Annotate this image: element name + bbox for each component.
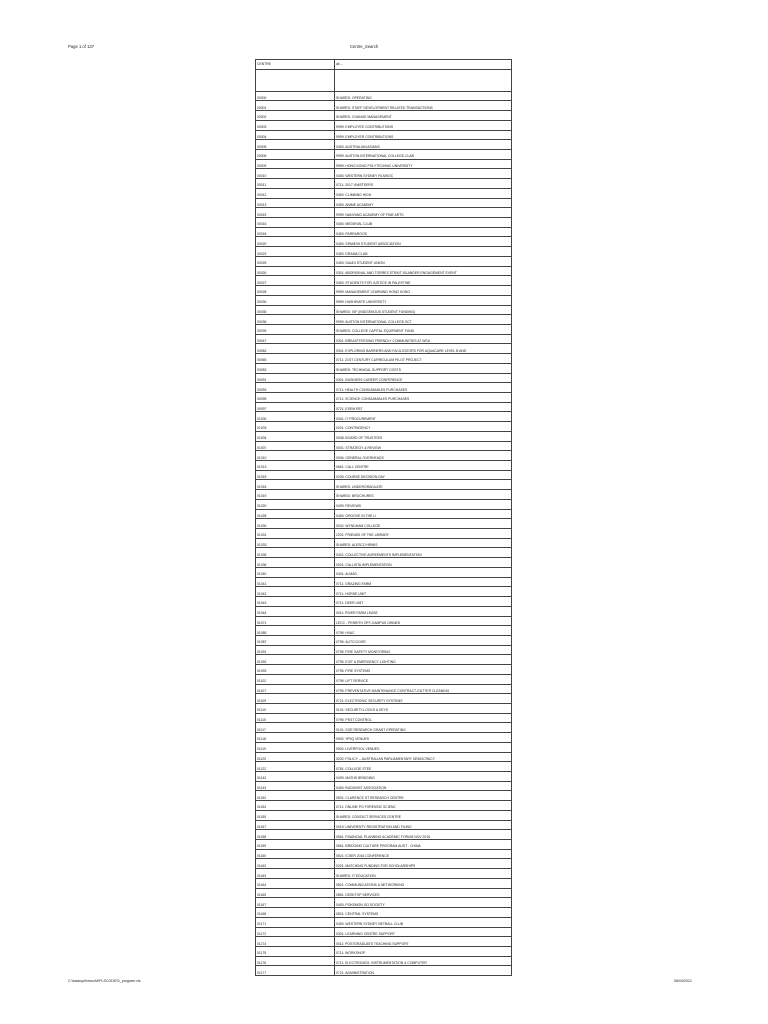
centre-code-cell: 00004 [256, 130, 335, 140]
centre-description-cell: 0201: MATCHING FUNDING FOR SCHOLARSHIPS [335, 859, 512, 869]
centre-description-cell: 9999: AUSTON INTERNATIONAL COLLEGE-CLAB [335, 150, 512, 160]
centre-code-cell: 01163 [256, 869, 335, 879]
table-row [256, 208, 512, 218]
table-row [256, 490, 512, 500]
centre-description-cell: 0781: COLLEGE STEE [335, 762, 512, 772]
table-row [256, 499, 512, 509]
table-row [256, 694, 512, 704]
centre-code-cell: 01177 [256, 966, 335, 976]
table-row [256, 597, 512, 607]
centre-code-cell: 01033 [256, 538, 335, 548]
table-row [256, 188, 512, 198]
centre-description-cell: 0019: UNIVERSITY REGISTRATION AND FILING [335, 820, 512, 830]
centre-description-cell: 0421: COLLECTIVE AGREEMENTS IMPLEMENTATION [335, 548, 512, 558]
table-row [256, 635, 512, 645]
table-row [256, 587, 512, 597]
centre-code-cell: 01028 [256, 509, 335, 519]
centre-code-cell: 01122 [256, 762, 335, 772]
table-row [256, 354, 512, 364]
table-header-row [256, 60, 512, 70]
centre-description-cell: 0721: ESEM EBT [335, 402, 512, 412]
column-header-centre: CENTRE [256, 60, 335, 70]
centre-description-cell: 0401: ALMAD [335, 567, 512, 577]
table-row [256, 713, 512, 723]
sheet-title: Centre_Search [350, 44, 379, 49]
centre-description-cell: 0453: CLIMBING HIGH [335, 188, 512, 198]
table-row [256, 878, 512, 888]
centre-code-cell: 00002 [256, 111, 335, 121]
table-row [256, 801, 512, 811]
centre-code-cell: 01087 [256, 635, 335, 645]
centre-code-cell: 00005 [256, 140, 335, 150]
table-row [256, 169, 512, 179]
centre-description-cell: 0711: WORKSHOP [335, 946, 512, 956]
centre-description-cell: 9999: AUSTON INTERNATIONAL COLLEGE-SCT [335, 315, 512, 325]
centre-code-cell: 00026 [256, 266, 335, 276]
centre-description-cell: 0795: PREVENTATIVE MAINTENANCE CONTRACT-GUTTER CLEANING [335, 684, 512, 694]
table-row [256, 276, 512, 286]
centre-description-cell: 0301: EXPLORING BARRIERS AND FACILITATORS FOR AQUACARE LEVEL B AND [335, 344, 512, 354]
centre-code-cell: 00091 [256, 373, 335, 383]
centre-description-cell: 0795: FIRE SAFETY MONITORING [335, 645, 512, 655]
centre-description-cell: 0453: MEDIEVAL CLUB [335, 218, 512, 228]
table-row [256, 917, 512, 927]
centre-description-cell: 0795: PEST CONTROL [335, 713, 512, 723]
table-row [256, 529, 512, 539]
centre-description-cell: 0011: RIVER FARM LEASE [335, 606, 512, 616]
table-row [256, 295, 512, 305]
centre-code-cell: 01162 [256, 859, 335, 869]
centre-code-cell: 00023 [256, 247, 335, 257]
centre-code-cell: 01176 [256, 956, 335, 966]
centre-description-cell: 0795: HVAC [335, 626, 512, 636]
centre-code-cell: 01107 [256, 684, 335, 694]
centre-description-cell: 0453: WESTERN SYDNEY NETBALL CLUB [335, 917, 512, 927]
centre-code-cell: 01117 [256, 723, 335, 733]
table-row [256, 869, 512, 879]
centre-code-cell: 01031 [256, 529, 335, 539]
table-row [256, 733, 512, 743]
centre-code-cell: 00009 [256, 159, 335, 169]
table-row [256, 470, 512, 480]
table-row [256, 422, 512, 432]
centre-code-cell: 01036 [256, 558, 335, 568]
centre-description-cell: 0205: COURSE DECISION DAY [335, 470, 512, 480]
centre-code-cell: 01013 [256, 461, 335, 471]
centre-code-cell: 01154 [256, 801, 335, 811]
centre-code-cell: 01007 [256, 441, 335, 451]
centre-description-cell: SHARED: UNDERGRADUATE [335, 480, 512, 490]
centre-code-cell: 01003 [256, 422, 335, 432]
centre-description-cell: 0561: BRIDGING CULTURE PROGRAM AUST - CHINA [335, 840, 512, 850]
table-row [256, 674, 512, 684]
centre-code-cell: 00039 [256, 324, 335, 334]
centre-description-cell: 0453: SPANISH STUDENT ASSOCIATION [335, 237, 512, 247]
table-row [256, 810, 512, 820]
table-row [256, 606, 512, 616]
centre-description-cell: 0795: LIFT SERVICE [335, 674, 512, 684]
centre-code-cell: 01159 [256, 840, 335, 850]
centre-code-cell: 01035 [256, 548, 335, 558]
centre-code-cell: 01174 [256, 937, 335, 947]
centre-description-cell: 0011: POSTGRADUATE TEACHING SUPPORT [335, 937, 512, 947]
centre-code-cell: 01143 [256, 781, 335, 791]
table-row [256, 946, 512, 956]
column-header-all: all -- [335, 60, 512, 70]
table-row [256, 567, 512, 577]
table-row [256, 159, 512, 169]
page-number: Page 1 of 137 [68, 44, 95, 49]
spacer-cell [256, 69, 335, 91]
table-row [256, 762, 512, 772]
centre-code-cell: 00095 [256, 392, 335, 402]
centre-description-cell: 0453: WESTERN SYDNEY FILMSOC [335, 169, 512, 179]
table-row [256, 927, 512, 937]
centre-description-cell: 0301: BUSINESS CAREER CONFERENCE [335, 373, 512, 383]
table-row [256, 130, 512, 140]
centre-code-cell: 01093 [256, 665, 335, 675]
table-row [256, 665, 512, 675]
centre-code-cell: 00012 [256, 188, 335, 198]
table-row [256, 441, 512, 451]
centre-code-cell: 01160 [256, 849, 335, 859]
centre-description-cell: SHARED: ALESCO HRMIS [335, 538, 512, 548]
centre-description-cell: 0202: POLICY -- AUSTRALIAN PARLIAMENTARY DEMOCRACY [335, 752, 512, 762]
centre-code-cell: 01119 [256, 742, 335, 752]
table-row [256, 111, 512, 121]
table-row [256, 752, 512, 762]
table-row [256, 742, 512, 752]
table-row [256, 363, 512, 373]
centre-description-cell: 0301: ABORIGINAL AND TORRES STRAIT ISLANDER ENGAGEMENT EVENT [335, 266, 512, 276]
centre-description-cell: 2201: FRIENDS OF THE LIBRARY [335, 529, 512, 539]
centre-description-cell: 0006: GENERAL OVERHEADS [335, 451, 512, 461]
table-row [256, 577, 512, 587]
centre-description-cell: 9999: EMPLOYEE CONTRIBUTIONS [335, 120, 512, 130]
table-row [256, 412, 512, 422]
table-row [256, 344, 512, 354]
table-row [256, 548, 512, 558]
table-row [256, 849, 512, 859]
centre-description-cell: 0453: STUDENTS FOR JUSTICE IN PALESTINE [335, 276, 512, 286]
centre-description-cell: 0851: DESKTOP SERVICES [335, 888, 512, 898]
centre-description-cell: 0821: COMMUNICATIONS & NETWORKING [335, 878, 512, 888]
table-row [256, 616, 512, 626]
centre-code-cell: 00028 [256, 286, 335, 296]
centre-description-cell: SHARED: COLLEGE CAPITAL EQUIPMENT FUND [335, 324, 512, 334]
table-row [256, 655, 512, 665]
centre-description-cell: 0453: BUDDHIST ASSOCIATION [335, 781, 512, 791]
centre-code-cell: 00093 [256, 383, 335, 393]
table-row [256, 305, 512, 315]
centre-code-cell: 01115 [256, 713, 335, 723]
centre-description-cell: 0711: ELECTRONICS: INSTRUMENTATION & COMPUTER [335, 956, 512, 966]
centre-code-cell: 01010 [256, 451, 335, 461]
centre-code-cell: 00047 [256, 334, 335, 344]
centre-code-cell: 00062 [256, 344, 335, 354]
centre-code-cell: 01043 [256, 597, 335, 607]
centre-code-cell: 01004 [256, 431, 335, 441]
centre-description-cell: 0661: CALL CENTRE [335, 461, 512, 471]
centre-code-cell: 01158 [256, 830, 335, 840]
centre-code-cell: 01019 [256, 490, 335, 500]
spacer-cell [335, 69, 512, 91]
centre-description-cell: 9999: MANAGEMENT LEARNING HONG KONG [335, 286, 512, 296]
centre-code-cell: 00001 [256, 101, 335, 111]
centre-description-cell: 9999: EMPLOYER CONTRIBUTIONS [335, 130, 512, 140]
table-row [256, 703, 512, 713]
centre-description-cell: 0453: SAUDI STUDENT UNION [335, 256, 512, 266]
centre-code-cell: 00016 [256, 218, 335, 228]
centre-description-cell: 0453: POKEMON GO SOCIETY [335, 898, 512, 908]
table-row [256, 324, 512, 334]
centre-description-cell: 9999: HONG KONG POLYTECHNIC UNIVERSITY [335, 159, 512, 169]
centre-code-cell: 01020 [256, 499, 335, 509]
centre-description-cell: 0453: AUSTRALIAN ASIANS [335, 140, 512, 150]
centre-code-cell: 00083 [256, 363, 335, 373]
centre-code-cell: 01102 [256, 674, 335, 684]
centre-description-cell: SHARED: OPERATING [335, 91, 512, 101]
table-row [256, 937, 512, 947]
centre-code-cell: 01040 [256, 567, 335, 577]
centre-description-cell: 0042: WYNDHAM COLLEGE [335, 519, 512, 529]
centre-description-cell: 0795: AUTO DOOR [335, 635, 512, 645]
table-row [256, 723, 512, 733]
centre-description-cell: 0301: BREASTFEEDING FRIENDLY COMMUNITIES AT WSU [335, 334, 512, 344]
table-row [256, 237, 512, 247]
centre-code-cell: 00030 [256, 295, 335, 305]
table-row [256, 179, 512, 189]
table-row [256, 772, 512, 782]
file-path: C:\backup\fresnoM\PLSCODES\_program.xls [68, 979, 141, 983]
table-row [256, 373, 512, 383]
centre-description-cell: SHARED: IT EDUCATION [335, 869, 512, 879]
table-row [256, 120, 512, 130]
centre-description-cell: 0711: DEER UNIT [335, 597, 512, 607]
centre-description-cell: 0453: DRAMA CLUB [335, 247, 512, 257]
centre-table [255, 59, 512, 976]
centre-description-cell: 0453: ANIME ACADEMY [335, 198, 512, 208]
centre-code-cell: 01030 [256, 519, 335, 529]
centre-code-cell: 01164 [256, 878, 335, 888]
centre-code-cell: 01157 [256, 820, 335, 830]
table-row [256, 402, 512, 412]
centre-code-cell: 01091 [256, 645, 335, 655]
print-date: 06/04/2021 [674, 979, 692, 983]
centre-code-cell: 00015 [256, 208, 335, 218]
table-row [256, 140, 512, 150]
table-row [256, 908, 512, 918]
centre-code-cell: 00065 [256, 354, 335, 364]
centre-code-cell: 00010 [256, 169, 335, 179]
centre-description-cell: 0711: GRAZING FARM [335, 577, 512, 587]
table-row [256, 626, 512, 636]
centre-description-cell: 0721: ELECTRONIC SECURITY SYSTEMS [335, 694, 512, 704]
centre-description-cell: 0409: MATHS BRIDGING [335, 772, 512, 782]
table-row [256, 538, 512, 548]
table-row [256, 461, 512, 471]
centre-description-cell: 0453: PARRAROOS [335, 227, 512, 237]
centre-description-cell: SHARED: CHANGE MANAGEMENT [335, 111, 512, 121]
centre-code-cell: 01044 [256, 606, 335, 616]
table-row [256, 334, 512, 344]
centre-code-cell: 00006 [256, 150, 335, 160]
centre-description-cell: SHARED: ISF (INDIGENOUS STUDENT FUNDING) [335, 305, 512, 315]
table-row [256, 859, 512, 869]
centre-description-cell: 0101: SOE RESEARCH GRANT OPERATING [335, 723, 512, 733]
centre-code-cell: 01110 [256, 703, 335, 713]
centre-code-cell: 01175 [256, 946, 335, 956]
centre-code-cell: 01071 [256, 616, 335, 626]
centre-code-cell: 01120 [256, 752, 335, 762]
centre-code-cell: 00036 [256, 315, 335, 325]
table-row [256, 519, 512, 529]
centre-code-cell: 00035 [256, 305, 335, 315]
table-row [256, 451, 512, 461]
centre-code-cell: 01109 [256, 694, 335, 704]
centre-code-cell: 00020 [256, 237, 335, 247]
centre-code-cell: 00003 [256, 120, 335, 130]
centre-description-cell: 0501: CLARENCE ST RESEARCH CENTRE [335, 791, 512, 801]
centre-code-cell: 00097 [256, 402, 335, 412]
table-row [256, 431, 512, 441]
centre-code-cell: 00000 [256, 91, 335, 101]
table-spacer-row [256, 69, 512, 91]
table-row [256, 820, 512, 830]
centre-description-cell: 0001: STRATEGY & REVIEW [335, 441, 512, 451]
centre-description-cell: 0409: REVIEWS [335, 499, 512, 509]
centre-code-cell: 01018 [256, 480, 335, 490]
table-row [256, 218, 512, 228]
table-row [256, 888, 512, 898]
table-row [256, 256, 512, 266]
centre-code-cell: 01171 [256, 917, 335, 927]
centre-description-cell: 0711: HEALTH CONSUMABLES PURCHASES [335, 383, 512, 393]
centre-code-cell: 01000 [256, 412, 335, 422]
centre-description-cell: SHARED: TECHNICAL SUPPORT COSTS [335, 363, 512, 373]
centre-description-cell: 0001: CALLISTA IMPLEMENTATION [335, 558, 512, 568]
centre-code-cell: 00011 [256, 179, 335, 189]
centre-description-cell: SHARED: STAFF DEVELOPMENT RELATED TRANSACTIONS [335, 101, 512, 111]
table-row [256, 966, 512, 976]
centre-description-cell: 0453: GROOVE IN THE U [335, 509, 512, 519]
centre-description-cell: 0902: 'IPSQ VENUES [335, 733, 512, 743]
table-row [256, 315, 512, 325]
centre-description-cell: 0795: EXIT & EMERGENCY LIGHTING [335, 655, 512, 665]
centre-description-cell: 0821: CENTRAL SYSTEMS [335, 908, 512, 918]
centre-code-cell: 01015 [256, 470, 335, 480]
centre-description-cell: 0721: ADMINISTRATION [335, 966, 512, 976]
centre-description-cell: 0008: BOARD OF TRUSTEES [335, 431, 512, 441]
centre-description-cell: 0795: FIRE SYSTEMS [335, 665, 512, 675]
table-row [256, 684, 512, 694]
centre-description-cell: 0201: CONTINGENCY [335, 422, 512, 432]
table-row [256, 198, 512, 208]
table-row [256, 247, 512, 257]
table-row [256, 791, 512, 801]
centre-code-cell: 01118 [256, 733, 335, 743]
table-row [256, 956, 512, 966]
centre-code-cell: 00018 [256, 227, 335, 237]
centre-code-cell: 01092 [256, 655, 335, 665]
centre-description-cell: 0101: SECURITY-LOCKS & KEYS [335, 703, 512, 713]
table-row [256, 286, 512, 296]
centre-code-cell: 01172 [256, 927, 335, 937]
centre-description-cell: 0301: IT PROCUREMENT [335, 412, 512, 422]
table-row [256, 898, 512, 908]
centre-description-cell: 0561: FINANCIAL PLANNING ACADEMIC FORUM NOV 2016 [335, 830, 512, 840]
centre-code-cell: 01085 [256, 626, 335, 636]
centre-code-cell: 00013 [256, 198, 335, 208]
centre-description-cell: 9999: NANYANG ACADEMY OF FINE ARTS [335, 208, 512, 218]
table-row [256, 101, 512, 111]
table-row [256, 840, 512, 850]
centre-code-cell: 01042 [256, 587, 335, 597]
table-row [256, 558, 512, 568]
table-body [256, 91, 512, 975]
table-row [256, 91, 512, 101]
table-row [256, 383, 512, 393]
centre-description-cell: 0521: ICSER 2016 CONFERENCE [335, 849, 512, 859]
table-row [256, 645, 512, 655]
centre-code-cell: 01165 [256, 888, 335, 898]
centre-description-cell: 0711: ONLINE PG FORENSIC SCIENC [335, 801, 512, 811]
centre-code-cell: 00025 [256, 256, 335, 266]
centre-code-cell: 01152 [256, 791, 335, 801]
centre-code-cell: 01155 [256, 810, 335, 820]
centre-code-cell: 00027 [256, 276, 335, 286]
table-row [256, 392, 512, 402]
centre-description-cell: LECC - PENRITH OFF-CAMPUS OWNED [335, 616, 512, 626]
centre-description-cell: 0711: SCIENCE CONSUMABLES PURCHASES [335, 392, 512, 402]
table-row [256, 150, 512, 160]
table-row [256, 266, 512, 276]
centre-description-cell: 0711: HORSE UNIT [335, 587, 512, 597]
table-row [256, 480, 512, 490]
table-row [256, 227, 512, 237]
centre-code-cell: 01142 [256, 772, 335, 782]
centre-description-cell: 0711: 21ST CENTURY CURRICULUM PILOT PROJECT [335, 354, 512, 364]
centre-description-cell: SHARED: BROCHURES [335, 490, 512, 500]
centre-code-cell: 01167 [256, 898, 335, 908]
centre-description-cell: 9999: HASHEMITE UNIVERSITY [335, 295, 512, 305]
centre-description-cell: 0902: LIVERPOOL VENUES [335, 742, 512, 752]
centre-description-cell: SHARED: CONTACT SERVICES CENTRE [335, 810, 512, 820]
table-row [256, 509, 512, 519]
centre-description-cell: 0301: LEARNING CENTRE SUPPORT [335, 927, 512, 937]
centre-description-cell: 0711: 2017 UNISTEERS [335, 179, 512, 189]
centre-code-cell: 01168 [256, 908, 335, 918]
centre-code-cell: 01041 [256, 577, 335, 587]
table-row [256, 830, 512, 840]
table-row [256, 781, 512, 791]
